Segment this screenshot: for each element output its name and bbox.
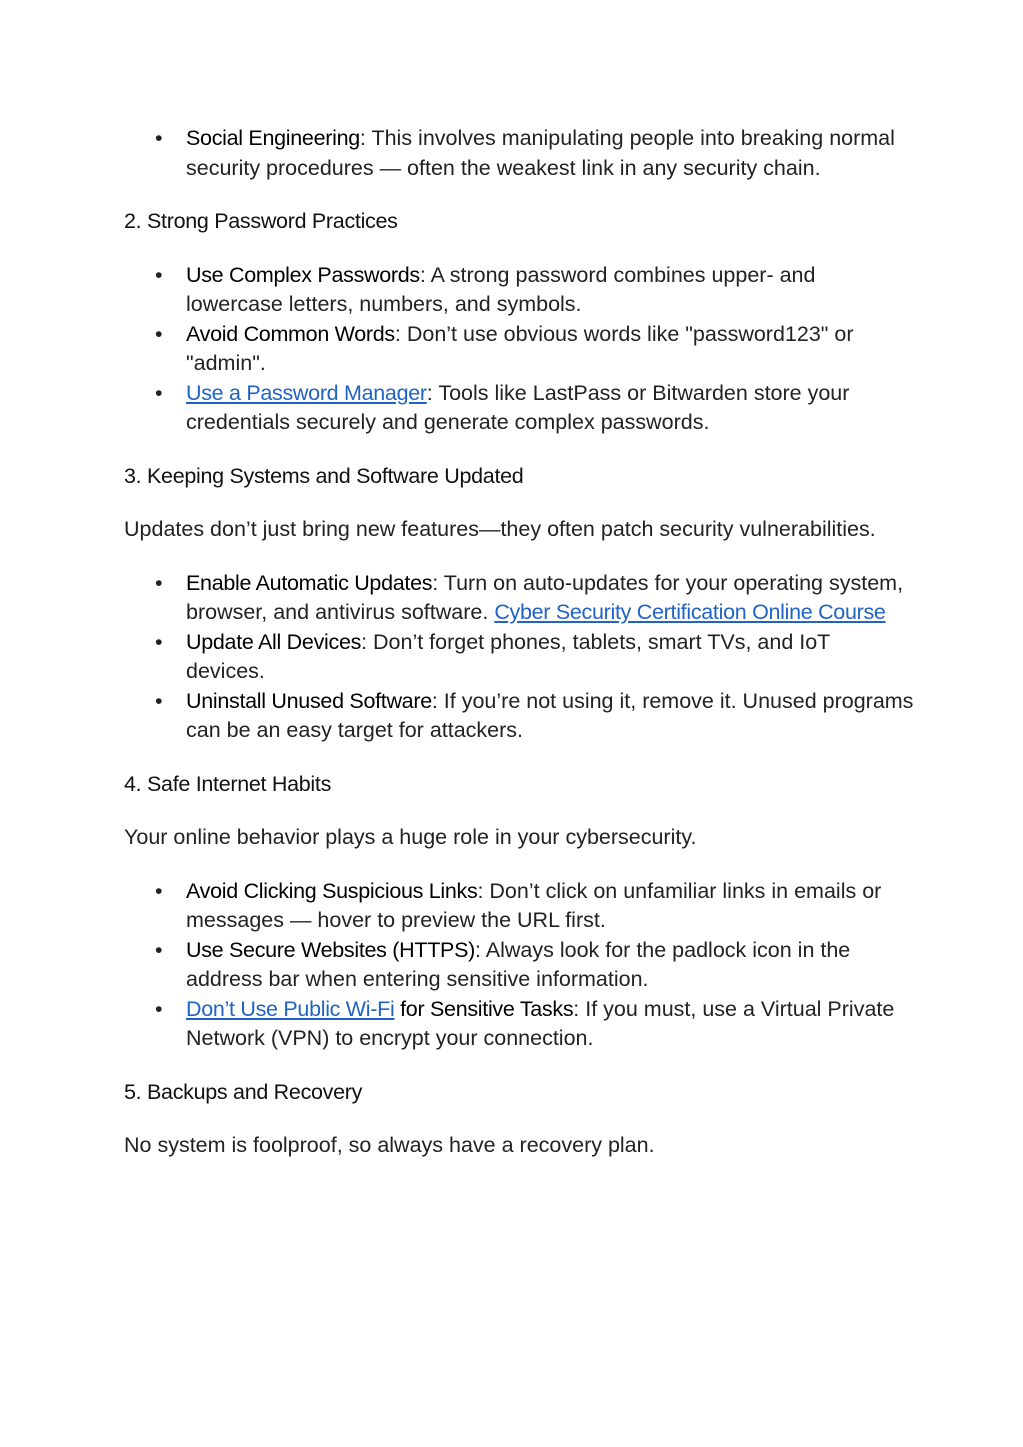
list-item-term: Use Complex Passwords [186,262,420,287]
list-item-term: Avoid Common Words [186,321,395,346]
list-item-term: Uninstall Unused Software [186,688,432,713]
list-item-text: : Tools like LastPass or Bitwarden store your credentials securely and generate complex passwords. [186,380,850,434]
list-item-text: : If you must, use a Virtual Private Network (VPN) to encrypt your connection. [186,996,895,1050]
certification-course-link[interactable]: Cyber Security Certification Online Course [494,600,886,624]
updates-list [124,569,914,746]
list-item-text: : Don’t click on unfamiliar links in emails or messages — hover to preview the URL first. [186,878,882,932]
section-intro-internet-habits: Your online behavior plays a huge role in your cybersecurity. [124,825,697,849]
list-item-text: : Don’t forget phones, tablets, smart TVs, and IoT devices. [186,629,830,683]
threats-list [124,124,914,183]
section-heading-passwords: 2. Strong Password Practices [124,209,398,233]
list-item-term: Enable Automatic Updates [186,570,433,595]
list-item [186,687,914,746]
section-heading-internet-habits: 4. Safe Internet Habits [124,771,332,796]
section-intro-backups: No system is foolproof, so always have a recovery plan. [124,1133,655,1157]
list-item [186,379,914,438]
list-item [186,124,914,183]
list-item [186,320,914,379]
section-heading-updates: 3. Keeping Systems and Software Updated [124,463,524,488]
password-practices-list [124,261,914,438]
list-item-text: : This involves manipulating people into breaking normal security procedures — often the weakest link in any security chain. [186,126,895,180]
section-heading-backups: 5. Backups and Recovery [124,1079,363,1104]
list-item-term: Avoid Clicking Suspicious Links [186,878,478,903]
password-manager-link[interactable]: Use a Password Manager [186,380,427,405]
list-item [186,995,914,1054]
list-item [186,628,914,687]
list-item [186,877,914,936]
list-item-text: : Always look for the padlock icon in the address bar when entering sensitive information. [186,937,851,991]
list-item-text: : A strong password combines upper- and lowercase letters, numbers, and symbols. [186,262,816,316]
list-item [186,261,914,320]
section-intro-updates: Updates don’t just bring new features—they often patch security vulnerabilities. [124,517,876,541]
list-item-term: Update All Devices [186,629,362,654]
public-wifi-link[interactable]: Don’t Use Public Wi-Fi [186,996,395,1021]
list-item-term: Use Secure Websites (HTTPS) [186,937,475,962]
list-item-text: : Don’t use obvious words like "password123" or "admin". [186,321,854,375]
list-item-term: for Sensitive Tasks [394,996,574,1021]
list-item-text: : Turn on auto-updates for your operating system, browser, and antivirus software. [186,570,904,624]
list-item [186,936,914,995]
internet-habits-list [124,877,914,1054]
list-item [186,569,914,628]
document-page [124,124,914,1161]
list-item-term: Social Engineering [186,126,360,150]
list-item-text: : If you’re not using it, remove it. Unused programs can be an easy target for attackers. [186,688,914,742]
